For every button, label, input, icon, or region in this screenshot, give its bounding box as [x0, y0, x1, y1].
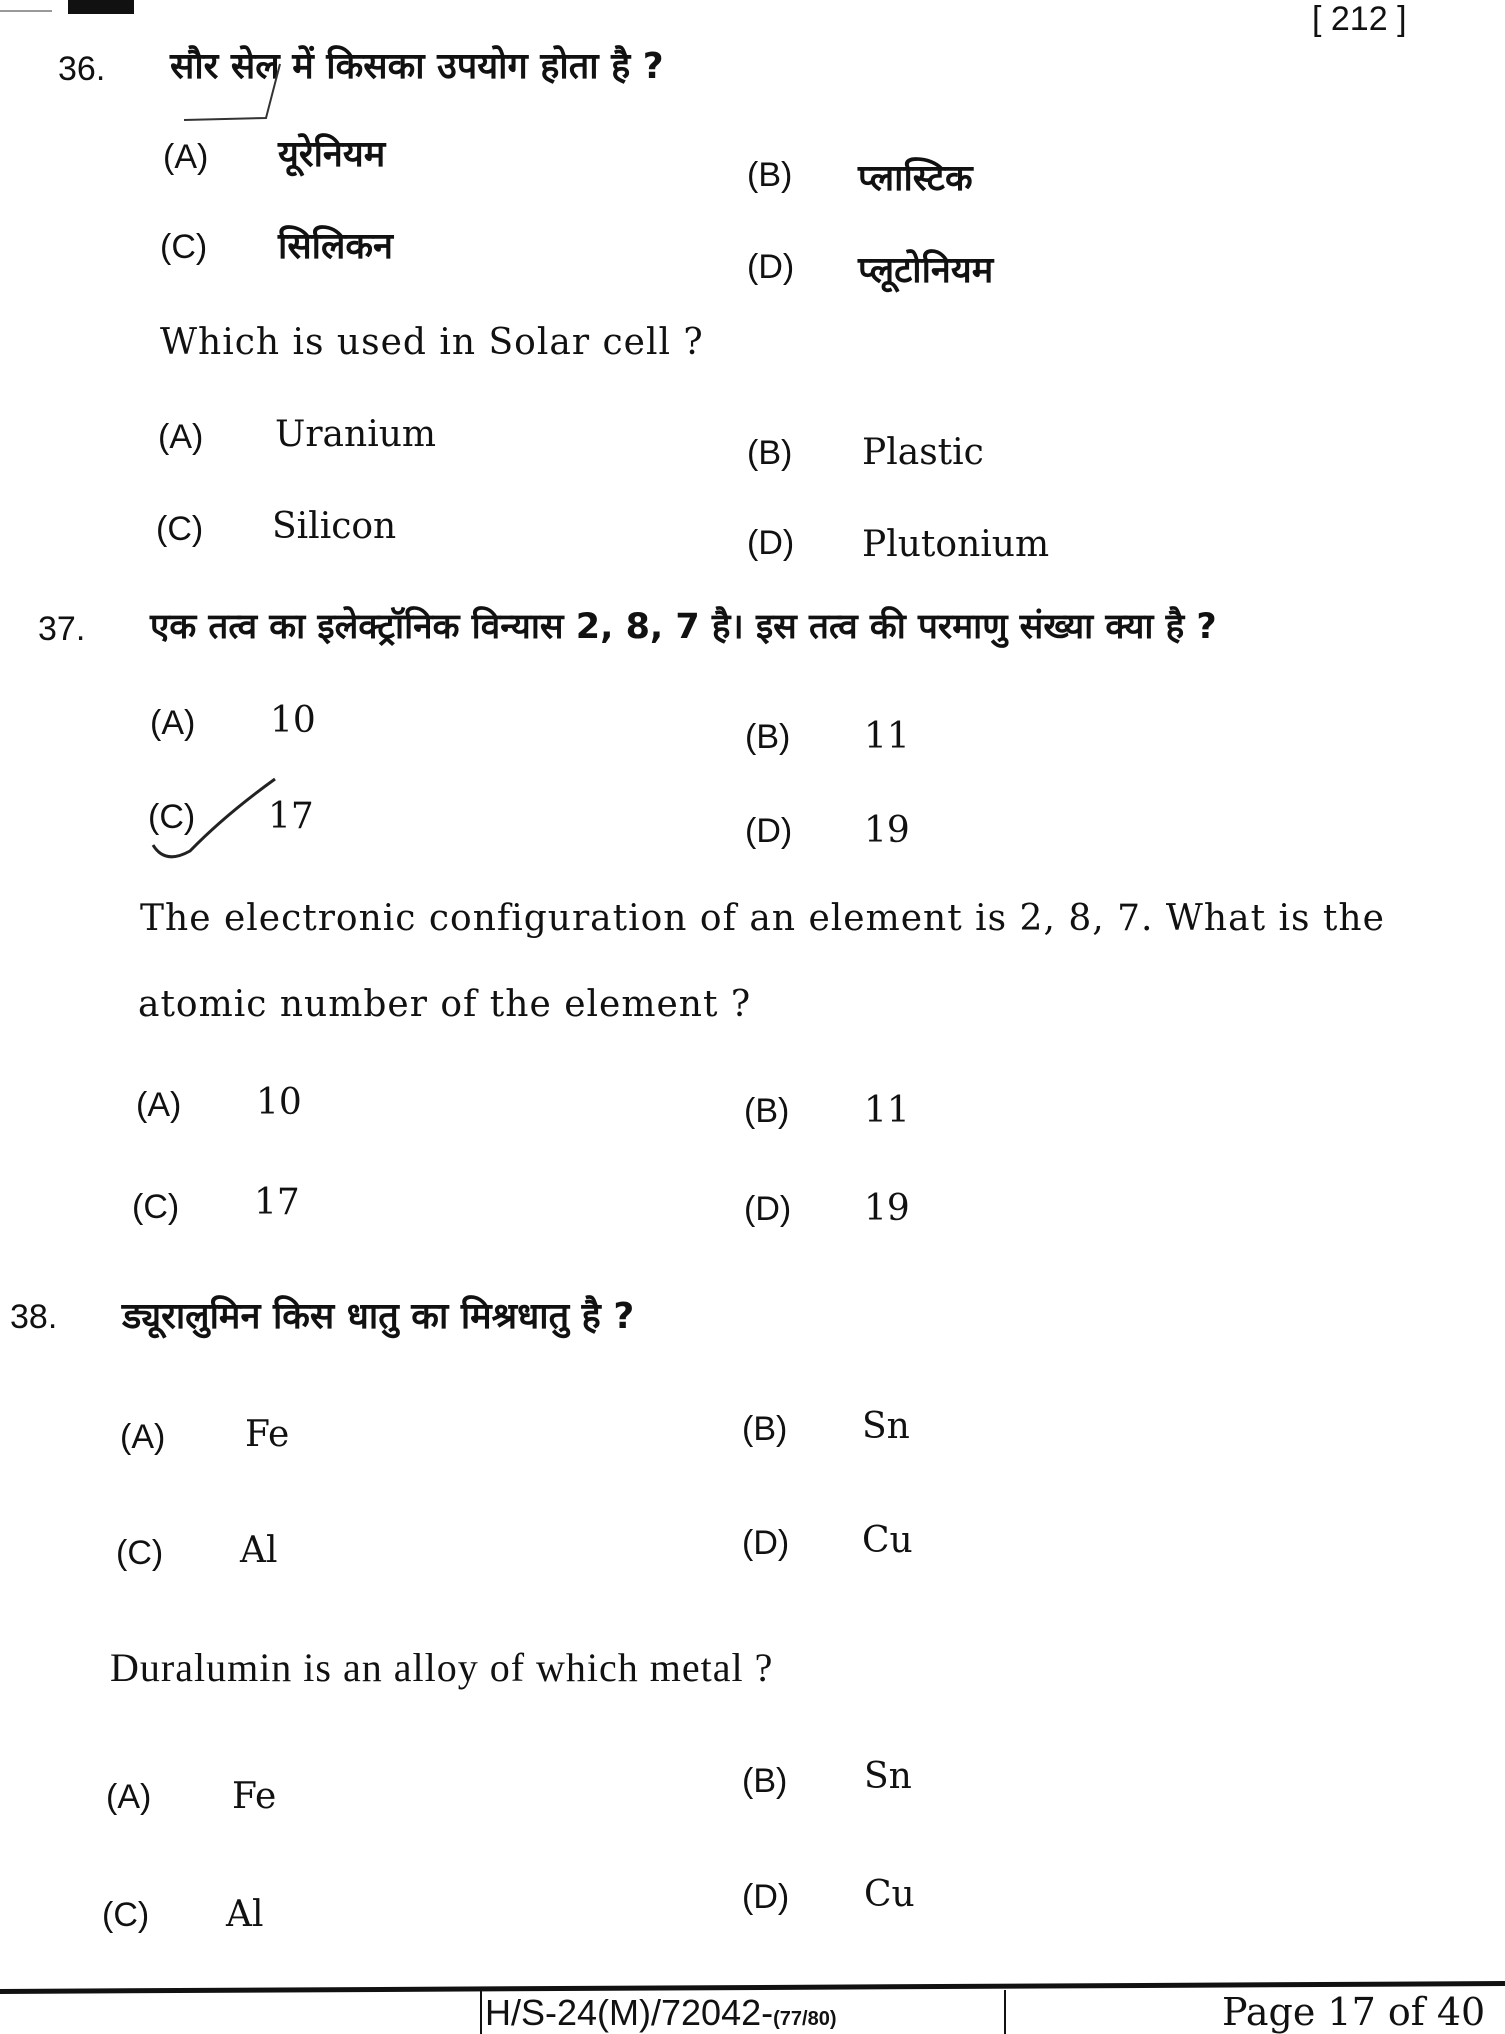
option-label: (C) [116, 1534, 164, 1572]
option-value: Sn [862, 1406, 910, 1447]
option-label: (B) [747, 156, 793, 194]
option-value: Fe [232, 1776, 277, 1817]
option-value: Al [226, 1894, 264, 1935]
question-text-english-line1: The electronic configuration of an element is 2, 8, 7. What is the [140, 898, 1385, 939]
option-label: (C) [148, 798, 196, 836]
question-number: 36. [58, 50, 106, 88]
option-label: (B) [747, 434, 793, 472]
option-label: (A) [158, 418, 204, 456]
option-value: 11 [864, 1090, 910, 1131]
option-value: Silicon [272, 506, 397, 547]
option-label: (A) [136, 1086, 182, 1124]
question-text-english: Duralumin is an alloy of which metal ? [110, 1645, 774, 1690]
paper-code-text: H/S-24(M)/72042- [485, 1992, 774, 2033]
question-number: 38. [10, 1298, 58, 1336]
option-label: (A) [163, 138, 209, 176]
option-value: 17 [268, 796, 314, 837]
option-value: 17 [254, 1182, 300, 1223]
option-label: (D) [745, 812, 793, 850]
option-value: प्लास्टिक [858, 158, 973, 199]
option-label: (D) [747, 248, 795, 286]
option-value: Plutonium [862, 524, 1050, 565]
option-label: (B) [744, 1092, 790, 1130]
option-value: 10 [256, 1082, 302, 1123]
corner-mark [68, 0, 134, 14]
question-text-hindi: ड्यूरालुमिन किस धातु का मिश्रधातु है ? [122, 1296, 635, 1337]
option-label: (B) [742, 1410, 788, 1448]
option-value: 19 [864, 810, 910, 851]
option-value: Al [240, 1530, 278, 1571]
option-value: 11 [864, 716, 910, 757]
page-number: Page 17 of 40 [1222, 1990, 1486, 2034]
option-label: (A) [120, 1418, 166, 1456]
pen-answer-check-mark [145, 775, 285, 865]
option-label: (C) [132, 1188, 180, 1226]
option-value: Sn [864, 1756, 912, 1797]
page-mark: [ 212 ] [1312, 0, 1407, 38]
option-label: (C) [102, 1896, 150, 1934]
paper-code [485, 1992, 836, 2034]
question-text-english: Which is used in Solar cell ? [160, 322, 704, 363]
option-label: (A) [106, 1778, 152, 1816]
option-value: Fe [245, 1414, 290, 1455]
paper-code-suffix: (77/80) [773, 2008, 837, 2030]
pen-tick-mark [180, 60, 290, 126]
question-text-hindi: सौर सेल में किसका उपयोग होता है ? [170, 46, 664, 87]
option-label: (C) [160, 228, 208, 266]
option-label: (D) [742, 1524, 790, 1562]
option-label: (D) [744, 1190, 792, 1228]
option-label: (A) [150, 704, 196, 742]
option-label: (D) [742, 1878, 790, 1916]
option-value: Plastic [862, 432, 984, 473]
question-number: 37. [38, 610, 86, 648]
option-value: 19 [864, 1188, 910, 1229]
option-value: सिलिकन [278, 226, 394, 267]
option-label: (B) [745, 718, 791, 756]
option-label: (B) [742, 1762, 788, 1800]
option-label: (C) [156, 510, 204, 548]
scan-edge-line [0, 10, 52, 12]
option-value: यूरेनियम [278, 134, 386, 175]
option-value: 10 [270, 700, 316, 741]
question-text-hindi: एक तत्व का इलेक्ट्रॉनिक विन्यास 2, 8, 7 है। इस तत्व की परमाणु संख्या क्या है ? [150, 607, 1217, 647]
option-value: Cu [864, 1874, 915, 1915]
option-value: Uranium [275, 414, 437, 455]
option-label: (D) [747, 524, 795, 562]
option-value: Cu [862, 1520, 913, 1561]
option-value: प्लूटोनियम [858, 250, 994, 291]
question-text-english-line2: atomic number of the element ? [138, 984, 752, 1025]
